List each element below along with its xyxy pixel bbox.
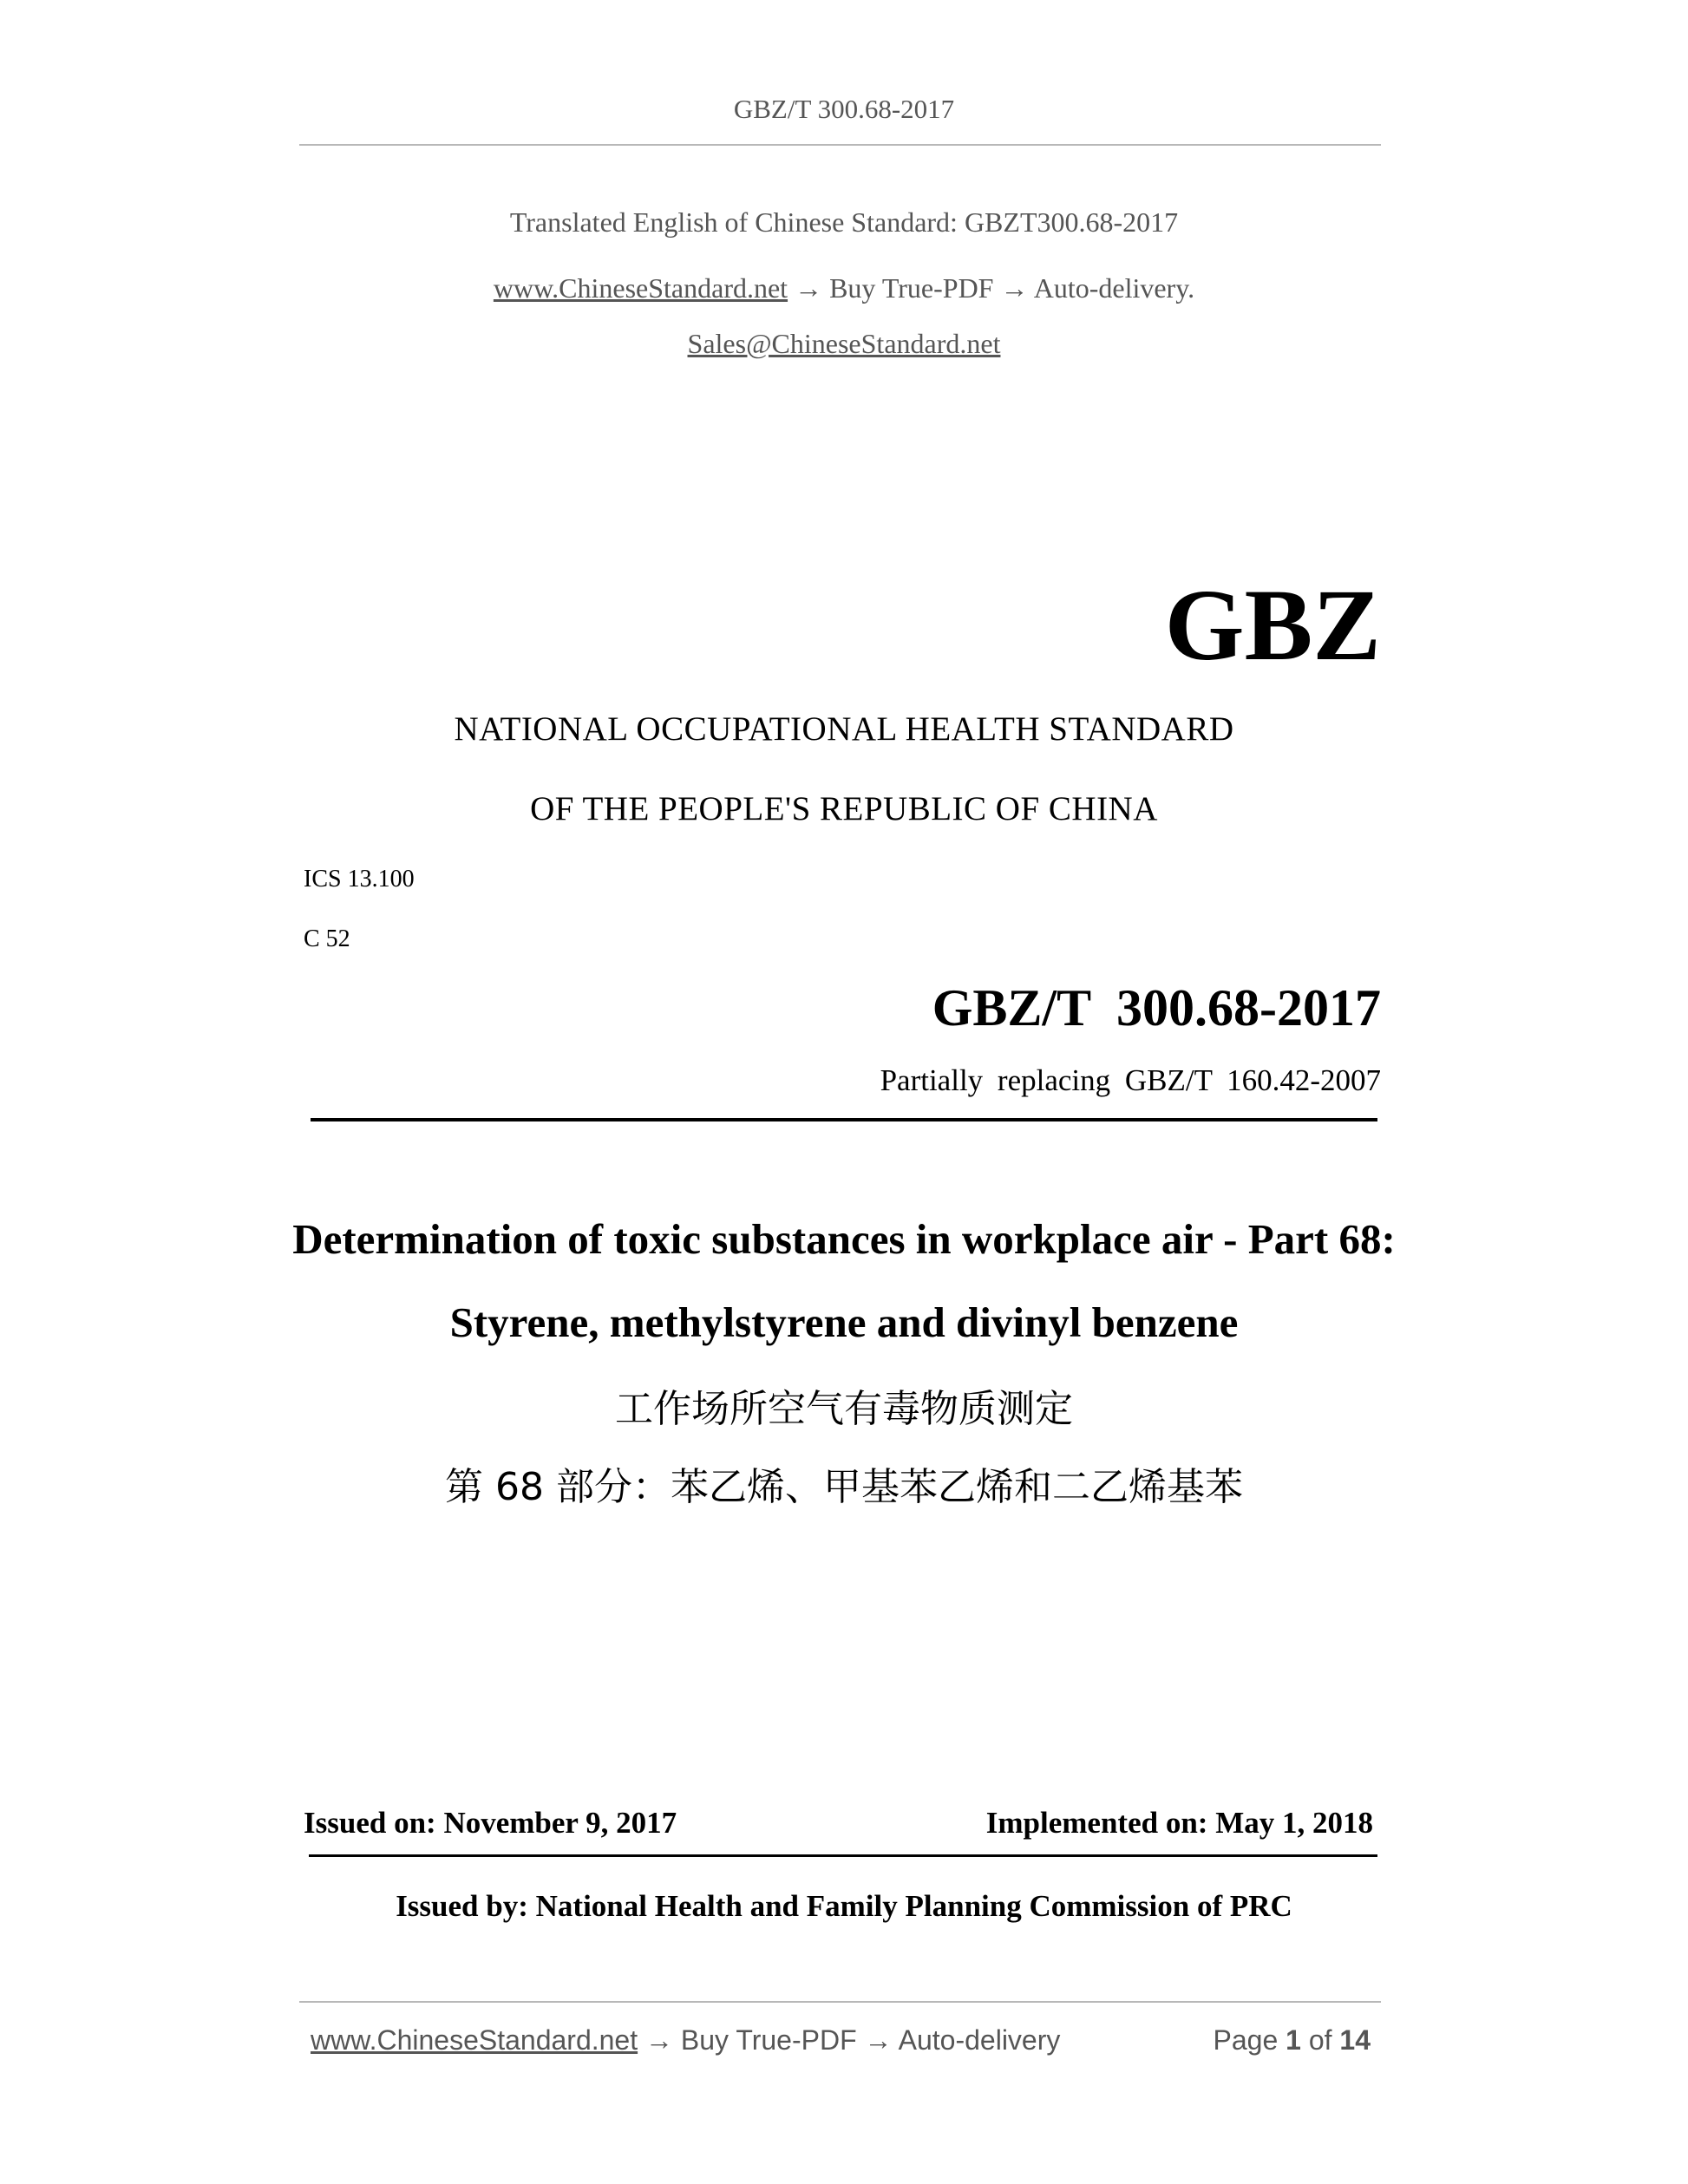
english-title-line1: Determination of toxic substances in workplace air - Part 68: (292, 1215, 1396, 1263)
site-link[interactable]: www.ChineseStandard.net (493, 272, 788, 304)
page-of: of (1308, 2024, 1332, 2056)
sales-email-line (0, 328, 1688, 360)
page-total: 14 (1339, 2024, 1371, 2056)
header-divider (299, 144, 1381, 146)
ccs-code: C 52 (304, 925, 350, 952)
page-indicator (1128, 2024, 1371, 2056)
standard-type-line2: OF THE PEOPLE'S REPUBLIC OF CHINA (530, 790, 1158, 827)
gbz-logo: GBZ (1164, 568, 1381, 682)
page-label: Page (1213, 2024, 1279, 2056)
issued-on-date: Issued on: November 9, 2017 (304, 1806, 677, 1840)
english-title-line2: Styrene, methylstyrene and divinyl benzene (449, 1298, 1239, 1346)
sales-email-link[interactable]: Sales@ChineseStandard.net (687, 328, 1001, 359)
title-divider (311, 1118, 1377, 1121)
footer-site-link[interactable]: www.ChineseStandard.net (311, 2024, 638, 2056)
page-current: 1 (1286, 2024, 1301, 2056)
footer-divider (299, 2001, 1381, 2003)
footer-buy-text: → Buy True-PDF → Auto-delivery (645, 2024, 1061, 2056)
chinese-title-line1: 工作场所空气有毒物质测定 (615, 1387, 1073, 1431)
running-header: GBZ/T 300.68-2017 (733, 94, 955, 124)
standard-number: GBZ/T 300.68-2017 (932, 979, 1381, 1036)
issuing-authority: Issued by: National Health and Family Planning Commission of PRC (396, 1889, 1292, 1923)
standard-type-line1: NATIONAL OCCUPATIONAL HEALTH STANDARD (454, 710, 1234, 748)
ics-code: ICS 13.100 (304, 866, 415, 893)
translation-links (0, 272, 1688, 304)
implemented-on-date: Implemented on: May 1, 2018 (985, 1806, 1373, 1840)
buy-text: → Buy True-PDF → Auto-delivery. (795, 272, 1195, 304)
replacing-note: Partially replacing GBZ/T 160.42-2007 (880, 1063, 1381, 1097)
translation-title: Translated English of Chinese Standard: GBZT300.68-2017 (509, 206, 1179, 238)
chinese-title-line2: 第 68 部分：苯乙烯、甲基苯乙烯和二乙烯基苯 (445, 1465, 1243, 1509)
footer-links (311, 2024, 1060, 2056)
dates-divider (309, 1854, 1377, 1857)
